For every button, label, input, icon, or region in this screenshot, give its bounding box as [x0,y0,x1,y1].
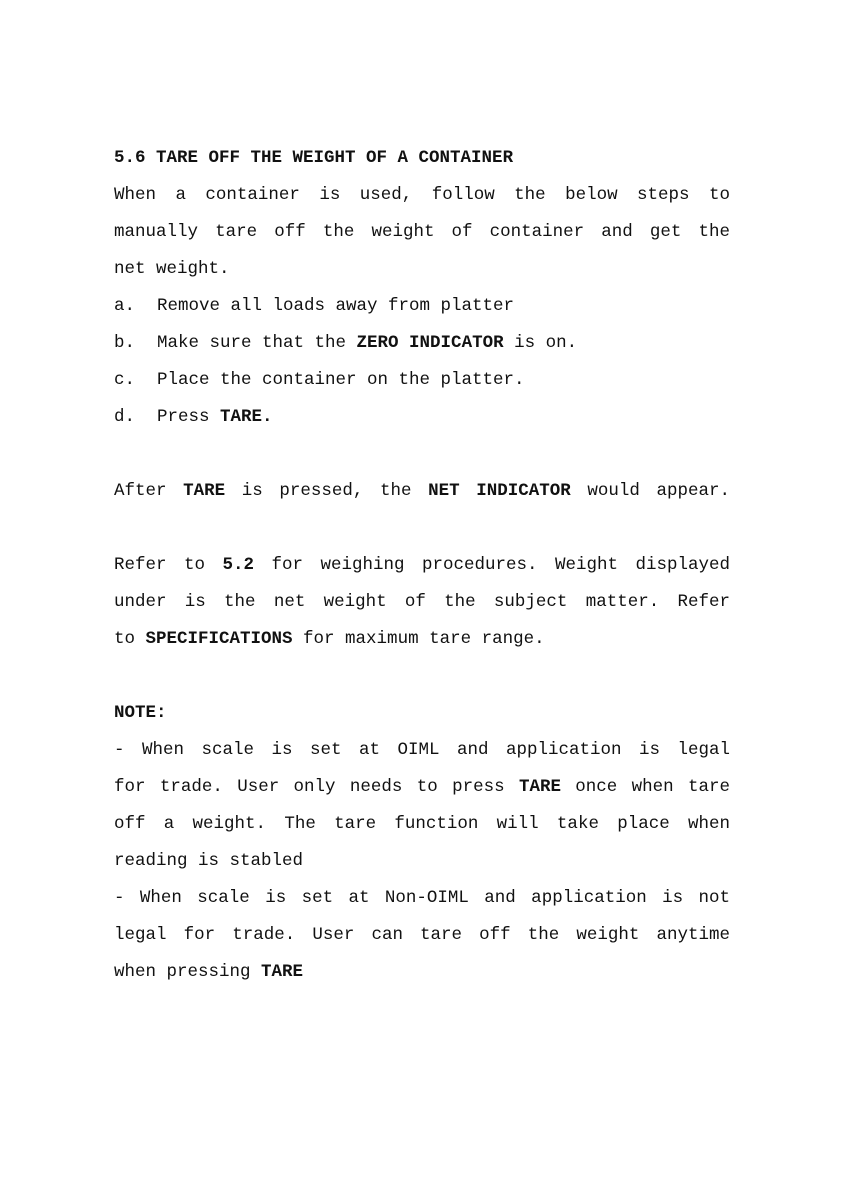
section-title: 5.6 TARE OFF THE WEIGHT OF A CONTAINER [114,148,514,168]
refer-line-1 [114,547,730,584]
refer-text-3: to [114,629,146,649]
document-page [114,140,730,991]
note-p1-line-3: off a weight. The tare function will take place when [114,814,730,834]
step-d [114,399,730,436]
note-text: for trade. User only needs to press [114,777,519,797]
spacer [114,510,730,547]
net-indicator-term: NET INDICATOR [428,481,571,501]
note-p2-line-1: - When scale is set at Non-OIML and application is not [114,888,730,908]
step-b [114,325,730,362]
spacer [114,658,730,695]
tare-term: TARE [261,962,304,982]
step-text: Remove all loads away from platter [157,296,515,316]
refer-line-3 [114,621,730,658]
refer-text-4: for maximum tare range. [292,629,545,649]
refer-text-1: Refer to [114,555,223,575]
step-marker: a. [114,296,136,316]
after-text-1: After [114,481,184,501]
after-text-3: would appear. [570,481,730,501]
step-text: Make sure that the [157,333,357,353]
tare-term: TARE [518,777,561,797]
tare-term: TARE [220,407,263,427]
note-text: when pressing [114,962,262,982]
note-p1-line-2 [114,769,730,806]
step-marker: b. [114,333,136,353]
note-label: NOTE: [114,703,167,723]
tare-term: TARE [183,481,226,501]
note-text: once when tare [560,777,730,797]
intro-line-1: When a container is used, follow the below steps to [114,185,730,205]
note-p1-line-1: - When scale is set at OIML and application is legal [114,740,730,760]
intro-line-3: net weight. [114,259,230,279]
after-tare-line [114,473,730,510]
refer-line-2: under is the net weight of the subject matter. Refer [114,592,730,612]
step-text: Press [157,407,221,427]
step-a [114,288,730,325]
section-reference: 5.2 [222,555,254,575]
zero-indicator-term: ZERO INDICATOR [356,333,504,353]
step-marker: c. [114,370,136,390]
after-text-2: is pressed, the [225,481,429,501]
note-p1-line-4: reading is stabled [114,851,304,871]
specifications-term: SPECIFICATIONS [145,629,293,649]
refer-text-2: for weighing procedures. Weight displayed [254,555,730,575]
note-p2-line-2: legal for trade. User can tare off the weight anytime [114,925,730,945]
step-text: Place the container on the platter. [157,370,525,390]
intro-line-2: manually tare off the weight of container and get the [114,222,730,242]
note-p2-line-3 [114,954,730,991]
spacer [114,436,730,473]
step-text-tail: . [262,407,273,427]
step-c [114,362,730,399]
step-text-tail: is on. [503,333,578,353]
step-marker: d. [114,407,136,427]
